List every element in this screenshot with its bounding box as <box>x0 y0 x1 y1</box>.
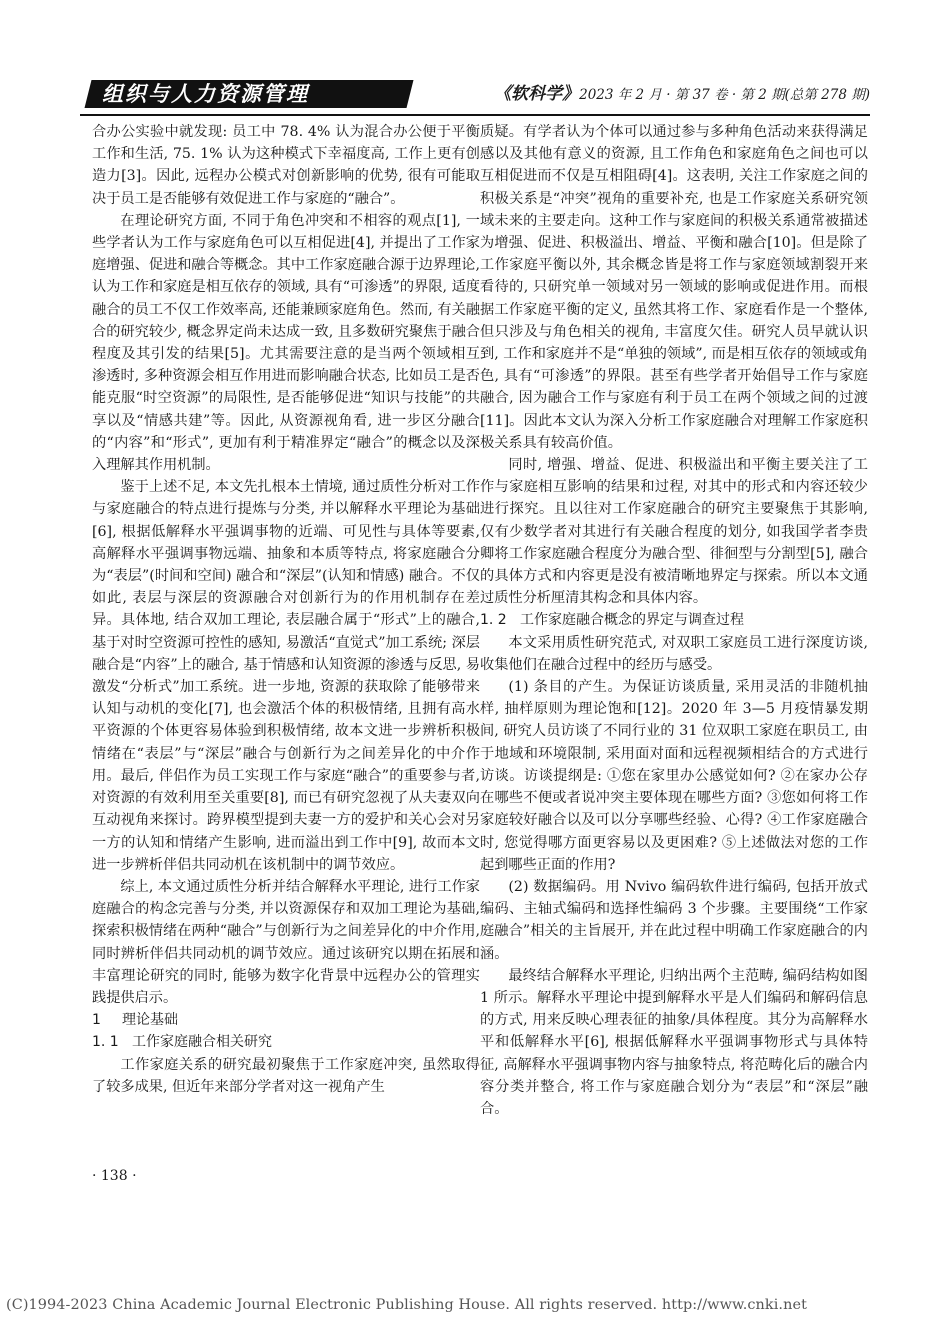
paragraph: 最终结合解释水平理论, 归纳出两个主范畴, 编码结构如图 1 所示。解释水平理论中提到解释水平是人们编码和解码信息的方式, 用来反映心理表征的抽象/具体程度。其分为高解释水平和低解释水平[6], 根据低解释水平强调事物形式与具体特征, 高解释水平强调事物内容与抽象特点, 将范畴化后的融合内容分类并整合, 将工作与家庭融合划分为“表层”和“深层”融合。 <box>480 967 868 1117</box>
header-rule <box>80 114 870 116</box>
paragraph: 合办公实验中就发现: 员工中 78. 4% 认为混合办公便于平衡工作和生活, 75. 1% 认为这种模式下幸福度高, 工作上更有创造力[3]。因此, 远程办公模式对创新影响的优势, 很有可能取决于员工是否能够有效促进工作与家庭的“融合”。 <box>92 124 480 207</box>
paragraph: 工作家庭关系的研究最初聚焦于工作家庭冲突, 虽然取得了较多成果, 但近年来部分学者对这一视角产生 <box>92 1056 480 1095</box>
paragraph: 鉴于上述不足, 本文先扎根本土情境, 通过质性分析对工作与家庭融合的特点进行提炼与分类, 并以解释水平理论为基础[6], 根据低解释水平强调事物的近端、可见性与具体等要素, 高解释水平强调事物远端、抽象和本质等特点, 将家庭融合分为“表层”(时间和空间) 融合和“深层”(认知和情感) 融合。不仅如此, 表层与深层的资源融合对创新行为的作用机制存在差异。具体地, 结合双加工理论, 表层融合属于“形式”上的融合, 基于对时空资源可控性的感知, 易激活“直觉式”加工系统; 深层融合是“内容”上的融合, 基于情感和认知资源的渗透与反思, 易激发“分析式”加工系统。进一步地, 资源的获取除了能够带来认知与动机的变化[7], 也会激活个体的积极情绪, 且拥有高水平资源的个体更容易体验到积极情绪, 故本文进一步辨析积极情绪在“表层”与“深层”融合与创新行为之间差异化的中介作用。最后, 伴侣作为员工实现工作与家庭“融合”的重要参与者, 对资源的有效利用至关重要[8], 而已有研究忽视了从夫妻双向互动视角来探讨。跨界模型提到夫妻一方的爱护和关心会对另一方的认知和情绪产生影响, 进而溢出到工作中[9], 故而本文进一步辨析伴侣共同动机在该机制中的调节效应。 <box>92 479 480 873</box>
paragraph: 本文采用质性研究范式, 对双职工家庭员工进行深度访谈, 收集他们在融合过程中的经历与感受。 <box>480 634 868 673</box>
heading-number: 1 <box>92 1012 101 1029</box>
heading-number: 1. 1 <box>92 1034 119 1051</box>
heading-title: 工作家庭融合概念的界定与调查过程 <box>520 612 744 629</box>
issue-info: 2023 年 2 月 · 第 37 卷 · 第 2 期(总第 278 期) <box>579 87 870 103</box>
journal-name: 《软科学》 <box>494 84 580 104</box>
paragraph: 综上, 本文通过质性分析并结合解释水平理论, 进行工作家庭融合的构念完善与分类, 并以资源保存和双加工理论为基础, 探索积极情绪在两种“融合”与创新行为之间差异化的中介作用, 同时辨析伴侣共同动机的调节效应。通过该研究以期在拓展和丰富理论研究的同时, 能够为数字化背景中远程办公的管理实践提供启示。 <box>92 878 480 1006</box>
paragraph: (1) 条目的产生。为保证访谈质量, 采用灵活的非随机抽样, 抽样原则为理论饱和[12]。2020 年 3—5 月疫情暴发期间, 研究人员访谈了不同行业的 31 位双职工家庭在职员工, 由于地域和环境限制, 采用面对面和远程视频相结合的方式进行访谈。访谈提纲是: ①您在家里办公感觉如何? ②在家办公存在哪些不便或者说冲突主要体现在哪些方面? ③您如何将工作家庭较好融合以及可以分享哪些经验、心得? ④工作家庭融合时, 您觉得哪方面更容易以及更困难? ⑤上述做法对您的工作起到哪些正面的作用? <box>480 679 868 873</box>
heading-title: 工作家庭融合相关研究 <box>132 1034 272 1051</box>
section-heading-1-1 <box>92 1031 480 1053</box>
page-number: · 138 · <box>92 1168 137 1184</box>
section-heading-1 <box>92 1009 480 1031</box>
left-column <box>92 121 480 1098</box>
copyright-notice: (C)1994-2023 China Academic Journal Electronic Publishing House. All rights reserved. http://www.cnki.net <box>6 1297 807 1313</box>
heading-number: 1. 2 <box>480 612 507 629</box>
heading-title: 理论基础 <box>122 1012 178 1029</box>
paragraph: 在理论研究方面, 不同于角色冲突和不相容的观点[1], 一些学者认为工作与家庭角色可以互相促进[4], 并提出了工作家庭增强、促进和融合等概念。其中工作家庭融合源于边界理论, 认为工作和家庭是相互依存的领域, 具有“可渗透”的界限, 适度融合的员工不仅工作效率高, 还能兼顾家庭角色。然而, 有关融合的研究较少, 概念界定尚未达成一致, 且多数研究聚焦于融合程度及其引发的结果[5]。尤其需要注意的是当两个领域相互渗透时, 多种资源会相互作用进而影响融合状态, 比如员工是否能克服“时空资源”的局限性, 是否能够促进“知识与技能”的共享以及“情感共建”等。因此, 从资源视角看, 进一步区分融合的“内容”和“形式”, 更加有利于精准界定“融合”的概念以及深入理解其作用机制。 <box>92 212 480 474</box>
running-header <box>80 78 870 112</box>
paragraph: 质疑。有学者认为个体可以通过参与多种角色活动来获得满足感以及其他有意义的资源, 且工作角色和家庭角色之间也可以互相促进而不仅是互相阻碍[4]。这表明, 关注工作家庭之间的积极关系是“冲突”视角的重要补充, 也是工作家庭关系研究领域未来的主要走向。这种工作与家庭间的积极关系通常被描述为增强、促进、积极溢出、增益、平衡和融合[10]。但是除了工作家庭平衡以外, 其余概念皆是将工作与家庭领域割裂开来看待的, 只研究单一领域对另一领域的影响或促进作用。而根据工作家庭平衡的定义, 虽然其将工作、家庭看作是一个整体, 但只涉及与角色相关的视角, 丰富度欠佳。研究人员早就认识到, 工作和家庭并不是“单独的领域”, 而是相互依存的领域或角色, 具有“可渗透”的界限。甚至有些学者开始倡导工作与家庭融合, 因为融合工作与家庭有利于员工在两个领域之间的过渡[11]。因此本文认为深入分析工作家庭融合对理解工作家庭积极关系具有较高价值。 <box>480 124 868 451</box>
journal-info <box>494 84 870 105</box>
section-heading-1-2 <box>480 609 868 631</box>
paragraph: (2) 数据编码。用 Nvivo 编码软件进行编码, 包括开放式编码、主轴式编码和选择性编码 3 个步骤。主要围绕“工作家庭融合”相关的主旨展开, 并在此过程中明确工作家庭融合的内涵。 <box>480 878 868 962</box>
section-title: 组织与人力资源管理 <box>102 82 309 106</box>
right-column <box>480 121 868 1120</box>
paragraph: 同时, 增强、增益、促进、积极溢出和平衡主要关注了工作与家庭相互影响的结果和过程, 对其中的形式和内容还较少进行探究。且以往对工作家庭融合的研究主要聚焦于其影响, 仅有少数学者对其进行有关融合程度的划分, 如我国学者李贵卿将工作家庭融合程度分为融合型、徘徊型与分割型[5], 融合的具体方式和内容更是没有被清晰地界定与探索。所以本文通过质性分析厘清其构念和具体内容。 <box>480 457 868 607</box>
